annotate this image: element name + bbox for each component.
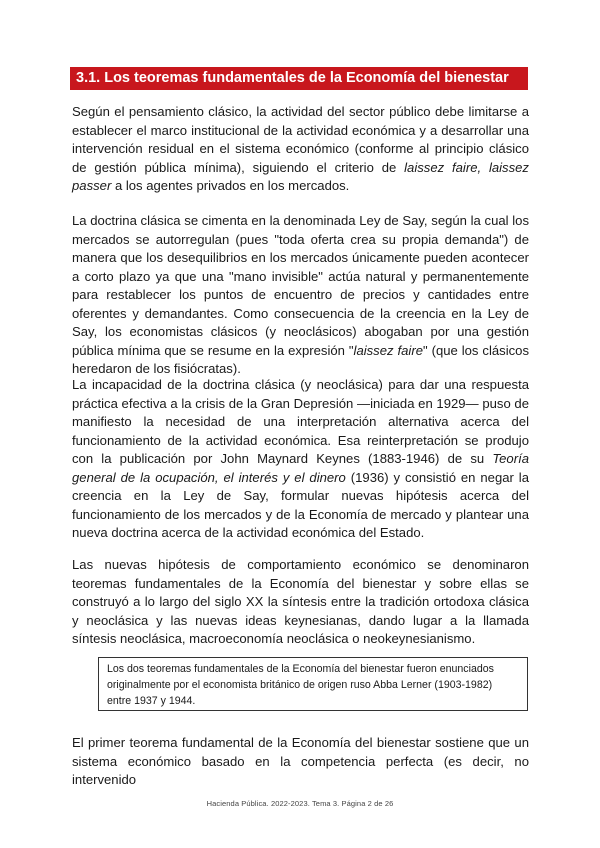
paragraph-text: Según el pensamiento clásico, la actividad del sector público debe limitarse a establecer el marco institucional de la actividad económica y a desarrollar una intervención residual en el sistema económico (conforme al principio clásico de gestión pública mínima), siguiendo el criterio de [72, 104, 529, 175]
paragraph-text: La incapacidad de la doctrina clásica (y neoclásica) para dar una respuesta práctica efectiva a la crisis de la Gran Depresión —iniciada en 1929— puso de manifiesto la necesidad de una interpretación alternativa acerca del funcionamiento de la actividad económica. Esa reinterpretación se produjo con la publicación por John Maynard Keynes (1883-1946) de su [72, 377, 529, 466]
paragraph-text: La doctrina clásica se cimenta en la denominada Ley de Say, según la cual los mercados se autorregulan (pues "toda oferta crea su propia demanda") de manera que los desequilibrios en los mercados únicamente pueden acontecer a corto plazo ya que una "mano invisible" actúa natural y permanentemente para restablecer los puntos de encuentro de precios y cantidades entre oferentes y demandantes. Como consecuencia de la creencia en la Ley de Say, los economistas clásicos (y neoclásicos) abogaban por una gestión pública mínima que se resume en la expresión " [72, 213, 529, 358]
note-text: Los dos teoremas fundamentales de la Economía del bienestar fueron enunciados originalmente por el economista británico de origen ruso Abba Lerner (1903-1982) entre 1937 y 1944. [107, 663, 494, 708]
italic-book-title: Teoría general de la ocupación, el interés y el dinero [72, 451, 529, 485]
paragraph-say-law [72, 212, 529, 379]
section-heading: 3.1. Los teoremas fundamentales de la Economía del bienestar [70, 67, 528, 90]
note-box [98, 657, 528, 711]
paragraph-text: " (que los clásicos heredaron de los fisiócratas). [72, 342, 529, 376]
paragraph-text: (1936) y consistió en negar la creencia en la Ley de Say, formular nuevas hipótesis acerca del funcionamiento de los mercados y de la Economía de mercado y plantear una nueva doctrina acerca de la actividad económica del Estado. [72, 469, 530, 540]
paragraph-new-hypotheses: Las nuevas hipótesis de comportamiento económico se denominaron teoremas fundamentales de la Economía del bienestar y sobre ellas se construyó a lo largo del siglo XX la síntesis entre la tradición ortodoxa clásica y neoclásica y las nuevas ideas keynesianas, dando lugar a la llamada síntesis neoclásica, macroeconomía neoclásica o neokeynesianismo. [72, 557, 529, 646]
paragraph-first-theorem: El primer teorema fundamental de la Economía del bienestar sostiene que un sistema económico basado en la competencia perfecta (es decir, no intervenido [72, 735, 529, 787]
italic-term: laissez faire [353, 342, 423, 358]
page-footer: Hacienda Pública. 2022-2023. Tema 3. Página 2 de 26 [206, 799, 394, 808]
paragraph-keynes [72, 376, 529, 543]
paragraph-classical-thought [72, 103, 529, 196]
paragraph-text: a los agentes privados en los mercados. [111, 178, 350, 193]
italic-term: laissez faire, laissez passer [72, 159, 529, 193]
